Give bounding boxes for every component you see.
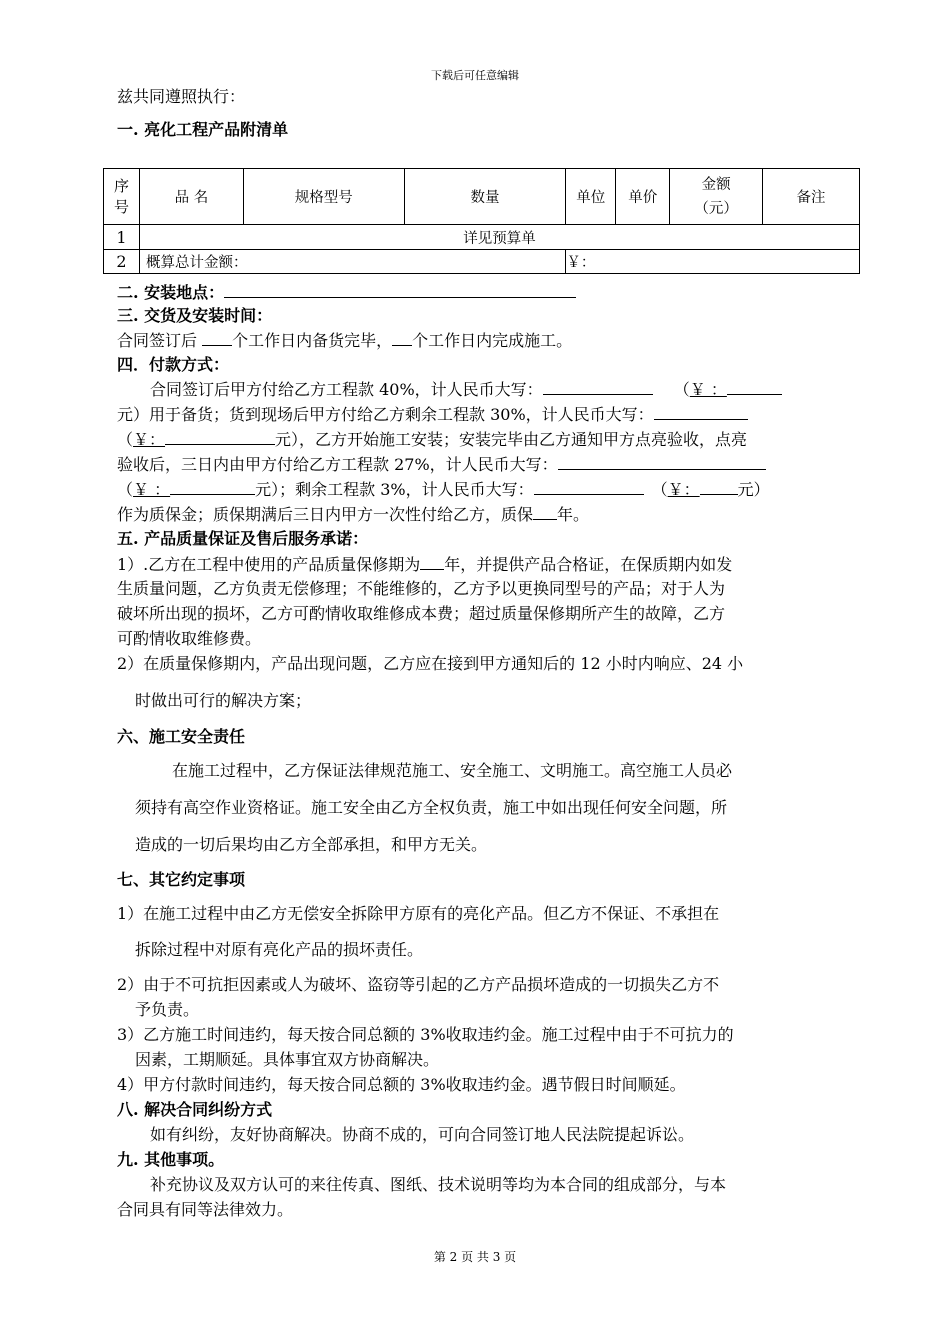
- warranty-line-5: 2）在质量保修期内，产品出现问题，乙方应在接到甲方通知后的 12 小时内响应、24 小: [117, 654, 744, 673]
- section-6-title: 六、施工安全责任: [117, 727, 246, 746]
- section-5-title: 五. 产品质量保证及售后服务承诺：: [117, 529, 369, 548]
- payment-text: 验收后，三日内由甲方付给乙方工程款 27%，计人民币大写：: [117, 455, 558, 474]
- table-header-row: [104, 169, 860, 225]
- build-days-blank[interactable]: [392, 329, 412, 346]
- payment-text: （: [659, 480, 668, 499]
- amount-figure-blank-1[interactable]: [727, 378, 782, 395]
- delivery-text-c: 个工作日内完成施工。: [412, 331, 573, 350]
- payment-text: （: [673, 380, 690, 399]
- section-3-title: 三. 交货及安装时间：: [117, 306, 273, 325]
- misc-line-1: 补充协议及双方认可的来往传真、图纸、技术说明等均为本合同的组成部分，与本: [150, 1175, 727, 1194]
- warranty-line-2: 生质量问题，乙方负责无偿修理；不能维修的，乙方予以更换同型号的产品；对于人为: [117, 579, 726, 598]
- yen-label-1: ￥ ：: [689, 380, 727, 399]
- warranty-line-4: 可酌情收取维修费。: [117, 629, 262, 648]
- warranty-line-6: 时做出可行的解决方案；: [135, 691, 312, 710]
- row1-text: 详见预算单: [139, 225, 859, 250]
- delivery-time-line: [117, 329, 847, 351]
- payment-text: 合同签订后甲方付给乙方工程款 40%，计人民币大写：: [150, 380, 543, 399]
- payment-text: 元）用于备货；货到现场后甲方付给乙方剩余工程款 30%，计人民币大写：: [117, 405, 654, 424]
- product-list-table: [103, 168, 860, 274]
- safety-line-1: 在施工过程中，乙方保证法律规范施工、安全施工、文明施工。高空施工人员必: [172, 761, 733, 780]
- amount-figure-blank-3[interactable]: [170, 478, 255, 495]
- row1-no: 1: [104, 225, 140, 250]
- header-unit: 单位: [566, 169, 616, 225]
- amount-figure-blank-2[interactable]: [165, 428, 275, 445]
- other-terms-line-3: 2）由于不可抗拒因素或人为破坏、盗窃等引起的乙方产品损坏造成的一切损失乙方不: [117, 975, 720, 994]
- header-amount-line2: （元）: [694, 200, 738, 217]
- row2-total-label: 概算总计金额：: [139, 250, 565, 274]
- payment-line-2: [117, 403, 847, 425]
- misc-line-2: 合同具有同等法律效力。: [117, 1200, 294, 1219]
- payment-line-3: [117, 428, 847, 450]
- delivery-text-a: 合同签订后: [117, 331, 198, 350]
- page-header: 下载后可任意编辑: [431, 69, 519, 82]
- section-2-title: [117, 281, 847, 303]
- header-spec: 规格型号: [243, 169, 404, 225]
- other-terms-line-1: 1）在施工过程中由乙方无偿安全拆除甲方原有的亮化产品。但乙方不保证、不承担在: [117, 904, 720, 923]
- payment-text: 作为质保金；质保期满后三日内甲方一次性付给乙方，质保: [117, 505, 534, 524]
- header-price: 单价: [616, 169, 670, 225]
- warranty-years-blank[interactable]: [533, 503, 557, 520]
- payment-text: 元），乙方开始施工安装；安装完毕由乙方通知甲方点亮验收，点亮: [275, 430, 748, 449]
- amount-words-blank-1[interactable]: [543, 378, 653, 395]
- header-amount-line1: 金额: [701, 176, 731, 193]
- payment-text: （: [117, 480, 134, 499]
- yen-label-2: ￥：: [133, 430, 166, 449]
- payment-line-6: [117, 503, 847, 525]
- section-8-title: 八. 解决合同纠纷方式: [117, 1100, 273, 1119]
- prep-days-blank[interactable]: [202, 329, 232, 346]
- payment-line-5: [117, 478, 847, 500]
- amount-words-blank-3[interactable]: [558, 453, 766, 470]
- table-row: [104, 225, 860, 250]
- header-amount: [670, 169, 763, 225]
- other-terms-line-2: 拆除过程中对原有亮化产品的损坏责任。: [135, 940, 424, 959]
- table-row: [104, 250, 860, 274]
- section-1-title: 一. 亮化工程产品附清单: [117, 120, 289, 139]
- yen-label-3: ￥ ：: [133, 480, 171, 499]
- row2-no: 2: [104, 250, 140, 274]
- amount-figure-blank-4[interactable]: [700, 478, 738, 495]
- amount-words-blank-4[interactable]: [534, 478, 644, 495]
- row2-yen: ￥：: [566, 250, 860, 274]
- payment-line-4: [117, 453, 847, 475]
- yen-label-4: ￥：: [667, 480, 700, 499]
- section-4-title: 四．付款方式：: [117, 355, 230, 374]
- other-terms-line-4: 予负责。: [135, 1000, 200, 1019]
- header-no: 序号: [104, 169, 140, 225]
- header-note: 备注: [763, 169, 860, 225]
- payment-text: 元）: [737, 480, 770, 499]
- warranty-text: 1）.乙方在工程中使用的产品质量保修期为: [117, 555, 421, 574]
- other-terms-line-5: 3）乙方施工时间违约，每天按合同总额的 3%收取违约金。施工过程中由于不可抗力的: [117, 1025, 734, 1044]
- warranty-period-blank[interactable]: [420, 553, 444, 570]
- dispute-line-1: 如有纠纷，友好协商解决。协商不成的，可向合同签订地人民法院提起诉讼。: [150, 1125, 695, 1144]
- header-name: 品 名: [139, 169, 243, 225]
- other-terms-line-7: 4）甲方付款时间违约，每天按合同总额的 3%收取违约金。遇节假日时间顺延。: [117, 1075, 686, 1094]
- header-qty: 数量: [404, 169, 566, 225]
- amount-words-blank-2[interactable]: [654, 403, 748, 420]
- install-location-blank[interactable]: [224, 281, 576, 298]
- safety-line-2: 须持有高空作业资格证。施工安全由乙方全权负责，施工中如出现任何安全问题，所: [135, 798, 728, 817]
- safety-line-3: 造成的一切后果均由乙方全部承担，和甲方无关。: [135, 835, 488, 854]
- warranty-text: 年，并提供产品合格证，在保质期内如发: [444, 555, 733, 574]
- warranty-line-3: 破坏所出现的损坏，乙方可酌情收取维修成本费；超过质量保修期所产生的故障，乙方: [117, 604, 726, 623]
- page-footer: 第 2 页 共 3 页: [433, 1250, 517, 1264]
- other-terms-line-6: 因素，工期顺延。具体事宜双方协商解决。: [135, 1050, 440, 1069]
- section-2-label: 二. 安装地点：: [117, 283, 225, 302]
- payment-text: 元）；剩余工程款 3%，计人民币大写：: [255, 480, 534, 499]
- intro-text: 兹共同遵照执行：: [117, 87, 246, 106]
- warranty-line-1: [117, 553, 847, 575]
- section-9-title: 九. 其他事项。: [117, 1150, 225, 1169]
- delivery-text-b: 个工作日内备货完毕，: [232, 331, 393, 350]
- payment-text: 年。: [557, 505, 590, 524]
- payment-text: （: [117, 430, 134, 449]
- section-7-title: 七、其它约定事项: [117, 870, 246, 889]
- payment-line-1: [150, 378, 880, 400]
